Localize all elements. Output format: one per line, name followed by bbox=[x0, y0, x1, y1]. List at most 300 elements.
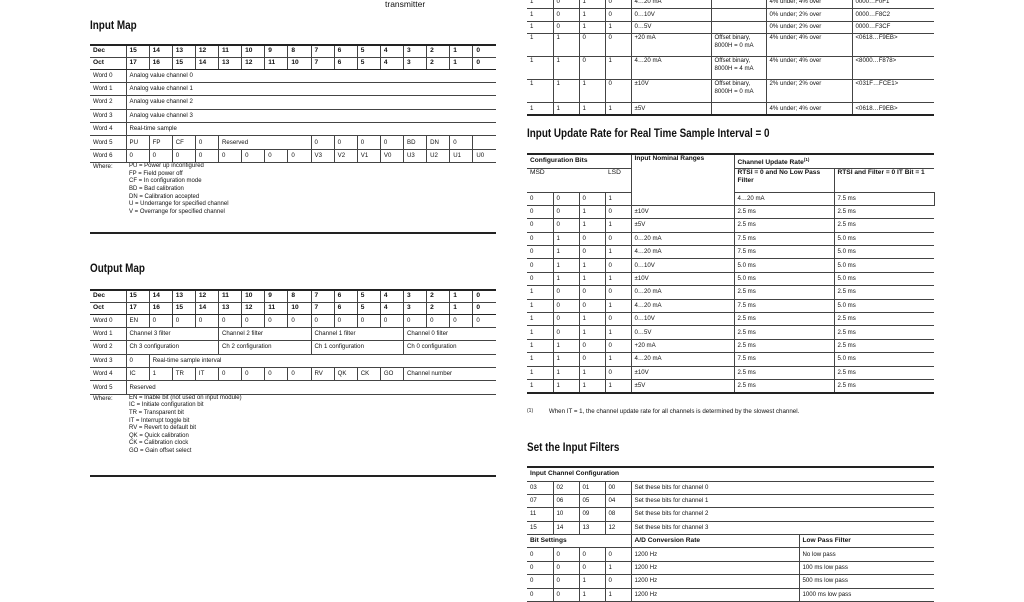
table-cell: ±5V bbox=[631, 219, 734, 232]
table-cell: V3 bbox=[311, 149, 334, 162]
table-cell: 0 bbox=[219, 314, 242, 327]
bit-header-cell: 4 bbox=[380, 290, 403, 302]
table-cell: 2.5 ms bbox=[834, 205, 934, 218]
table-cell: 0 bbox=[579, 299, 605, 312]
table-cell: 0 bbox=[195, 314, 218, 327]
table-cell: 1 bbox=[527, 339, 553, 352]
table-row bbox=[527, 21, 934, 34]
table-cell: TR bbox=[172, 368, 195, 381]
table-cell: 1 bbox=[553, 34, 579, 57]
word-label: Word 5 bbox=[90, 136, 126, 149]
table-cell: 0 bbox=[553, 313, 579, 326]
table-cell: 0 bbox=[126, 149, 149, 162]
table-cell: 0 bbox=[473, 314, 496, 327]
word-label: Word 5 bbox=[90, 381, 126, 394]
table-row bbox=[527, 80, 934, 103]
table-cell: 0 bbox=[172, 149, 195, 162]
word-label: Word 1 bbox=[90, 327, 126, 340]
table-cell: 0 bbox=[553, 9, 579, 22]
page-fragment-text: transmitter bbox=[385, 0, 426, 9]
table-cell: 0…20 mA bbox=[631, 286, 734, 299]
table-row bbox=[527, 313, 934, 326]
table-cell: 0 bbox=[553, 205, 579, 218]
table-cell: 5.0 ms bbox=[834, 272, 934, 285]
header-row-dec bbox=[90, 290, 496, 302]
table-cell: 4% under; 4% over bbox=[766, 0, 852, 9]
table-row bbox=[527, 219, 934, 232]
table-cell: 0 bbox=[579, 353, 605, 366]
table-cell: 2.5 ms bbox=[834, 339, 934, 352]
table-cell: 0 bbox=[527, 246, 553, 259]
table-row bbox=[527, 508, 934, 521]
table-cell: 1 bbox=[527, 57, 553, 80]
lsd-label: LSD bbox=[605, 168, 631, 192]
table-cell: <8000…F878> bbox=[852, 57, 934, 80]
table-cell: 0 bbox=[311, 314, 334, 327]
table-row bbox=[527, 272, 934, 285]
table-cell: No low pass bbox=[799, 548, 934, 561]
rtsi1-header: RTSI and Filter = 0 IT Bit = 1 bbox=[834, 168, 934, 192]
ad-rate-header: A/D Conversion Rate bbox=[631, 535, 799, 548]
table-cell: 1 bbox=[579, 313, 605, 326]
table-cell bbox=[579, 168, 605, 192]
table-cell: 0 bbox=[357, 314, 380, 327]
table-cell: 1 bbox=[605, 326, 631, 339]
table-cell: 2.5 ms bbox=[834, 313, 934, 326]
table-cell: 1 bbox=[579, 9, 605, 22]
table-cell: 500 ms low pass bbox=[799, 575, 934, 588]
table-cell: 1 bbox=[605, 379, 631, 392]
range-format-table bbox=[527, 0, 934, 116]
bit-header-cell: 12 bbox=[242, 57, 265, 69]
table-cell: 0 bbox=[219, 368, 242, 381]
table-cell: 03 bbox=[527, 481, 553, 494]
bit-header-cell: 4 bbox=[380, 302, 403, 314]
bit-header-cell: 14 bbox=[149, 45, 172, 57]
table-row bbox=[90, 109, 496, 122]
table-cell: U3 bbox=[404, 149, 427, 162]
table-cell: 14 bbox=[553, 521, 579, 534]
word-label: Word 4 bbox=[90, 123, 126, 136]
table-cell: 1 bbox=[553, 366, 579, 379]
table-cell: 0% under; 2% over bbox=[766, 21, 852, 34]
bit-header-cell: 2 bbox=[427, 45, 450, 57]
where-row bbox=[90, 394, 496, 476]
table-cell: 0 bbox=[126, 354, 149, 367]
table-cell: 0 bbox=[553, 286, 579, 299]
table-cell: 0000…F8C2 bbox=[852, 9, 934, 22]
table-cell: 0…10V bbox=[631, 259, 734, 272]
table-row bbox=[527, 205, 934, 218]
word-label: Word 1 bbox=[90, 82, 126, 95]
legend-line: CK = Calibration clock bbox=[129, 440, 189, 447]
table-cell: 0 bbox=[553, 326, 579, 339]
table-cell: 1 bbox=[605, 219, 631, 232]
table-cell: 0 bbox=[553, 21, 579, 34]
table-cell: 0 bbox=[265, 149, 288, 162]
bit-header-cell: 1 bbox=[450, 45, 473, 57]
bit-settings-header: Bit Settings bbox=[527, 535, 631, 548]
table-row bbox=[90, 368, 496, 381]
table-cell: 0 bbox=[553, 219, 579, 232]
table-cell: 0 bbox=[553, 299, 579, 312]
table-row bbox=[90, 82, 496, 95]
table-cell: 0 bbox=[404, 314, 427, 327]
table-cell: 1 bbox=[553, 57, 579, 80]
footnote-mark: (1) bbox=[527, 408, 534, 414]
table-cell: 0 bbox=[357, 136, 380, 149]
table-cell: 1 bbox=[527, 80, 553, 103]
legend-line: IT = Interrupt toggle bit bbox=[129, 417, 190, 424]
table-cell: Offset binary, 8000H = 0 mA bbox=[711, 80, 766, 103]
table-cell: 5.0 ms bbox=[834, 246, 934, 259]
table-row bbox=[90, 123, 496, 136]
table-row bbox=[527, 286, 934, 299]
bit-header-cell: 5 bbox=[357, 290, 380, 302]
filter-cell: Channel 1 filter bbox=[311, 327, 404, 340]
legend-line: PU = Power up inconfigured bbox=[129, 163, 204, 170]
table-cell: 0 bbox=[527, 219, 553, 232]
table-cell: 0 bbox=[288, 149, 311, 162]
table-cell: CK bbox=[357, 368, 380, 381]
bit-header-cell: Oct bbox=[90, 57, 126, 69]
table-cell: 2.5 ms bbox=[734, 339, 834, 352]
table-cell: 7.5 ms bbox=[734, 232, 834, 245]
table-cell: 2.5 ms bbox=[734, 326, 834, 339]
table-cell: 0 bbox=[334, 314, 357, 327]
table-cell bbox=[711, 0, 766, 9]
table-cell: 0 bbox=[579, 57, 605, 80]
channel-config-header: Input Channel Configuration bbox=[527, 467, 934, 481]
bit-header-cell: 2 bbox=[427, 57, 450, 69]
table-row bbox=[527, 259, 934, 272]
table-cell: 1 bbox=[579, 21, 605, 34]
filter-cell: Channel 3 filter bbox=[126, 327, 219, 340]
table-row bbox=[527, 561, 934, 574]
bit-header-cell: 14 bbox=[195, 302, 218, 314]
table-cell: Set these bits for channel 3 bbox=[631, 521, 934, 534]
table-cell: 0 bbox=[553, 0, 579, 9]
table-cell: 00 bbox=[605, 481, 631, 494]
table-cell: 0 bbox=[527, 561, 553, 574]
table-cell: 1 bbox=[605, 588, 631, 601]
bit-header-cell: 15 bbox=[172, 302, 195, 314]
bit-header-cell: 4 bbox=[380, 45, 403, 57]
table-cell: 4% under; 4% over bbox=[766, 103, 852, 116]
bit-header-cell: 9 bbox=[265, 290, 288, 302]
table-cell: 0 bbox=[579, 339, 605, 352]
bit-header-cell: 17 bbox=[126, 57, 149, 69]
table-cell: 7.5 ms bbox=[734, 299, 834, 312]
header-row bbox=[527, 535, 934, 548]
table-cell: 0…10V bbox=[631, 313, 734, 326]
input-filters-table bbox=[527, 466, 934, 602]
table-cell: <031F…FCE1> bbox=[852, 80, 934, 103]
table-cell: 2.5 ms bbox=[734, 219, 834, 232]
table-cell: 0 bbox=[605, 575, 631, 588]
table-cell: Offset binary, 8000H = 0 mA bbox=[711, 34, 766, 57]
table-cell: 07 bbox=[527, 494, 553, 507]
legend-line: EN = Inable bit (not used on input module) bbox=[129, 394, 242, 401]
word-label: Word 6 bbox=[90, 149, 126, 162]
table-cell: 0 bbox=[219, 149, 242, 162]
footnote-ref: (1) bbox=[803, 156, 810, 162]
table-cell: 4…20 mA bbox=[631, 57, 711, 80]
bit-header-cell: 6 bbox=[334, 302, 357, 314]
table-cell: 100 ms low pass bbox=[799, 561, 934, 574]
table-row bbox=[527, 521, 934, 534]
bit-header-cell: 8 bbox=[288, 290, 311, 302]
table-cell: 0 bbox=[527, 575, 553, 588]
table-cell: 2.5 ms bbox=[834, 326, 934, 339]
bit-header-cell: 7 bbox=[311, 290, 334, 302]
table-row bbox=[527, 339, 934, 352]
table-cell: 5.0 ms bbox=[734, 259, 834, 272]
table-cell: 0 bbox=[450, 136, 473, 149]
table-cell: 0 bbox=[527, 205, 553, 218]
table-cell: 0 bbox=[553, 561, 579, 574]
legend-line: V = Overrange for specified channel bbox=[129, 208, 225, 215]
table-cell: 0 bbox=[380, 136, 403, 149]
sample-interval-cell: Real-time sample interval bbox=[149, 354, 496, 367]
word-label: Word 2 bbox=[90, 96, 126, 109]
output-map-heading: Output Map bbox=[90, 263, 145, 275]
low-pass-header: Low Pass Filter bbox=[799, 535, 934, 548]
table-cell: 1 bbox=[553, 103, 579, 116]
bit-header-cell: 9 bbox=[265, 45, 288, 57]
table-cell: 0 bbox=[553, 548, 579, 561]
table-cell: 0 bbox=[172, 314, 195, 327]
table-cell: 1 bbox=[579, 575, 605, 588]
table-cell: ±10V bbox=[631, 366, 734, 379]
bit-header-cell: 0 bbox=[473, 302, 496, 314]
table-row bbox=[90, 96, 496, 109]
table-row bbox=[527, 575, 934, 588]
bit-header-cell: 14 bbox=[195, 57, 218, 69]
table-cell: 0 bbox=[265, 314, 288, 327]
table-cell: CF bbox=[172, 136, 195, 149]
output-map-table bbox=[90, 289, 496, 477]
table-row bbox=[527, 232, 934, 245]
msd-label: MSD bbox=[527, 168, 553, 192]
table-cell: 1 bbox=[579, 259, 605, 272]
bit-header-cell: Oct bbox=[90, 302, 126, 314]
table-cell: 1 bbox=[579, 219, 605, 232]
table-cell: <0618…F9EB> bbox=[852, 103, 934, 116]
table-cell: 05 bbox=[579, 494, 605, 507]
where-text bbox=[126, 394, 496, 476]
header-row-oct bbox=[90, 302, 496, 314]
table-cell: 1 bbox=[527, 34, 553, 57]
table-cell: EN bbox=[126, 314, 149, 327]
table-cell: 1 bbox=[553, 353, 579, 366]
table-cell: 09 bbox=[579, 508, 605, 521]
table-cell: 1 bbox=[553, 246, 579, 259]
bit-header-cell: 1 bbox=[450, 57, 473, 69]
table-cell: 5.0 ms bbox=[834, 353, 934, 366]
table-cell bbox=[553, 168, 579, 192]
bit-header-cell: 3 bbox=[404, 290, 427, 302]
table-cell: 0 bbox=[605, 313, 631, 326]
table-cell: 0 bbox=[311, 136, 334, 149]
bit-header-cell: 10 bbox=[242, 290, 265, 302]
table-cell: 0 bbox=[265, 368, 288, 381]
table-cell: 7.5 ms bbox=[734, 246, 834, 259]
table-cell: 0 bbox=[605, 366, 631, 379]
table-cell: 4% under; 4% over bbox=[766, 34, 852, 57]
bit-header-cell: 2 bbox=[427, 302, 450, 314]
bit-header-cell: 7 bbox=[311, 57, 334, 69]
table-cell: 01 bbox=[579, 481, 605, 494]
table-cell: 1 bbox=[605, 103, 631, 116]
table-cell bbox=[473, 136, 496, 149]
table-cell: 5.0 ms bbox=[834, 232, 934, 245]
channel-number-cell: Channel number bbox=[404, 368, 497, 381]
legend-line: BD = Bad calibration bbox=[129, 186, 184, 193]
table-cell: 0 bbox=[605, 339, 631, 352]
input-map-heading: Input Map bbox=[90, 20, 137, 32]
table-cell: 0 bbox=[605, 34, 631, 57]
table-cell: V1 bbox=[357, 149, 380, 162]
table-cell: 1 bbox=[605, 246, 631, 259]
bit-header-cell: 6 bbox=[334, 290, 357, 302]
bit-header-cell: 16 bbox=[149, 302, 172, 314]
table-cell: 1 bbox=[605, 299, 631, 312]
table-cell: ±5V bbox=[631, 379, 734, 392]
table-cell: 0 bbox=[605, 232, 631, 245]
table-cell: 1 bbox=[553, 232, 579, 245]
table-cell: 0 bbox=[288, 314, 311, 327]
table-cell: 1 bbox=[579, 588, 605, 601]
table-cell: 0 bbox=[605, 259, 631, 272]
table-cell: 0 bbox=[553, 575, 579, 588]
table-row bbox=[527, 299, 934, 312]
table-cell: 5.0 ms bbox=[734, 272, 834, 285]
bit-header-cell: 12 bbox=[195, 45, 218, 57]
bit-header-cell: 13 bbox=[172, 45, 195, 57]
bit-header-cell: 3 bbox=[404, 57, 427, 69]
table-row bbox=[527, 494, 934, 507]
table-cell: 04 bbox=[605, 494, 631, 507]
bit-header-cell: 3 bbox=[404, 45, 427, 57]
table-cell: 1 bbox=[527, 353, 553, 366]
table-cell: 0 bbox=[579, 34, 605, 57]
bit-header-cell: 4 bbox=[380, 57, 403, 69]
header-row-dec bbox=[90, 45, 496, 57]
bit-header-cell: 13 bbox=[219, 302, 242, 314]
table-cell: 1 bbox=[527, 103, 553, 116]
bit-header-cell: Dec bbox=[90, 290, 126, 302]
table-cell: 1 bbox=[527, 299, 553, 312]
table-cell: 1 bbox=[605, 192, 631, 205]
table-cell: 02 bbox=[553, 481, 579, 494]
table-cell: 1 bbox=[527, 326, 553, 339]
table-cell: 4…20 mA bbox=[631, 0, 711, 9]
table-cell: 06 bbox=[553, 494, 579, 507]
table-cell: 0…5V bbox=[631, 21, 711, 34]
bit-header-cell: 12 bbox=[242, 302, 265, 314]
bit-header-cell: 15 bbox=[172, 57, 195, 69]
table-cell: 0 bbox=[242, 314, 265, 327]
table-cell: 0 bbox=[579, 246, 605, 259]
table-cell: 15 bbox=[527, 521, 553, 534]
table-cell: 0 bbox=[450, 314, 473, 327]
table-cell: 10 bbox=[553, 508, 579, 521]
bit-header-cell: 1 bbox=[450, 302, 473, 314]
table-cell: 0 bbox=[527, 548, 553, 561]
table-cell: 1 bbox=[605, 21, 631, 34]
table-cell: 2.5 ms bbox=[734, 313, 834, 326]
table-cell: 5.0 ms bbox=[834, 299, 934, 312]
filter-cell: Channel 2 filter bbox=[219, 327, 312, 340]
table-cell: 0 bbox=[605, 286, 631, 299]
legend-line: CF = In configuration mode bbox=[129, 178, 202, 185]
table-cell: 0% under; 2% over bbox=[766, 9, 852, 22]
table-cell: 0 bbox=[288, 368, 311, 381]
table-cell: 1 bbox=[579, 366, 605, 379]
legend-line: RV = Revert to default bit bbox=[129, 425, 197, 432]
table-cell: 0 bbox=[527, 272, 553, 285]
table-cell: +20 mA bbox=[631, 339, 734, 352]
table-cell: 7.5 ms bbox=[734, 353, 834, 366]
bit-header-cell: 17 bbox=[126, 302, 149, 314]
table-row bbox=[527, 103, 934, 116]
table-cell bbox=[711, 103, 766, 116]
table-row bbox=[527, 0, 934, 9]
table-cell: 1 bbox=[553, 379, 579, 392]
table-cell: 1200 Hz bbox=[631, 548, 799, 561]
legend-line: TR = Transparent bit bbox=[129, 410, 184, 417]
legend-line: DN = Calibration accepted bbox=[129, 193, 200, 200]
table-row bbox=[527, 366, 934, 379]
word-label: Word 4 bbox=[90, 368, 126, 381]
footnote-text: When IT = 1, the channel update rate for all channels is determined by the slowest channel. bbox=[548, 408, 800, 415]
table-cell: 2.5 ms bbox=[734, 366, 834, 379]
table-cell: 1 bbox=[553, 259, 579, 272]
table-cell: 0 bbox=[334, 136, 357, 149]
table-cell: 2.5 ms bbox=[834, 286, 934, 299]
table-cell: 1 bbox=[527, 313, 553, 326]
table-cell: IT bbox=[195, 368, 218, 381]
channel-rate-header bbox=[734, 154, 934, 168]
table-cell: 1 bbox=[527, 0, 553, 9]
table-cell: 1 bbox=[579, 0, 605, 9]
legend-line: IC = Initiate configuration bit bbox=[129, 402, 204, 409]
bit-header-cell: 6 bbox=[334, 57, 357, 69]
bit-header-cell: 11 bbox=[265, 302, 288, 314]
config-cell: Ch 2 configuration bbox=[219, 341, 312, 354]
table-cell: 0 bbox=[605, 9, 631, 22]
input-map-table bbox=[90, 44, 496, 234]
update-rate-table bbox=[527, 153, 934, 394]
table-row bbox=[90, 149, 496, 162]
table-cell: 1 bbox=[553, 339, 579, 352]
table-cell: 0 bbox=[527, 192, 553, 205]
table-cell: 1 bbox=[579, 379, 605, 392]
bit-header-cell: 11 bbox=[219, 45, 242, 57]
bit-header-cell: 0 bbox=[473, 45, 496, 57]
bit-header-cell: 13 bbox=[172, 290, 195, 302]
bit-header-cell: 16 bbox=[149, 57, 172, 69]
table-cell: 0 bbox=[195, 149, 218, 162]
channel-rate-label: Channel Update Rate bbox=[737, 158, 804, 166]
table-cell: 0 bbox=[579, 561, 605, 574]
bit-header-cell: 11 bbox=[219, 290, 242, 302]
table-cell: Set these bits for channel 0 bbox=[631, 481, 934, 494]
table-cell: 2.5 ms bbox=[734, 286, 834, 299]
table-cell: Offset binary, 8000H = 4 mA bbox=[711, 57, 766, 80]
table-cell bbox=[711, 9, 766, 22]
